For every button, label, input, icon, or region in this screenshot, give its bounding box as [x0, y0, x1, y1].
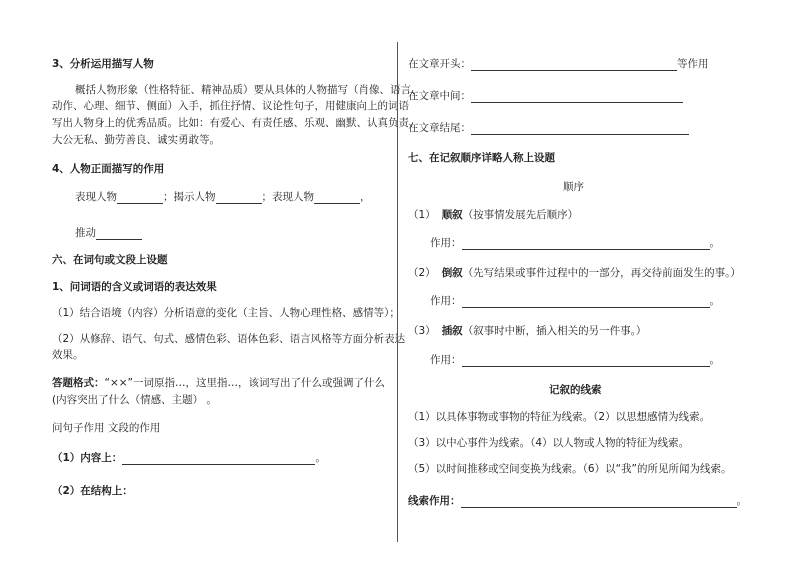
order-item-2-use-label: 作用： — [430, 295, 462, 307]
order-item-2-name: 倒叙 — [441, 267, 463, 279]
blank-middle[interactable] — [471, 91, 683, 103]
column-divider — [397, 42, 398, 542]
order-item-1-period: 。 — [709, 237, 720, 249]
order-item-3-name: 插叙 — [441, 325, 463, 337]
role-opening-end: 等作用 — [677, 58, 709, 70]
blank-3[interactable] — [314, 192, 360, 204]
order-item-1-use — [430, 236, 720, 250]
answer-format-line1 — [52, 376, 385, 390]
section-4-label-1: 表现人物 — [75, 191, 117, 203]
section-7-title: 七、在记叙顺序详略人称上设题 — [408, 152, 555, 164]
order-item-1 — [408, 208, 578, 222]
question-1-label: （1）内容上： — [52, 452, 123, 464]
section-3-paragraph-line1: 概括人物形象（性格特征、精神品质）要从具体的人物描写（肖像、语言、 — [75, 84, 422, 96]
section-4-label-4: ， — [360, 191, 371, 203]
section-6-sub1: 1、问词语的含义或词语的表达效果 — [52, 281, 217, 293]
section-3-title: 3、分析运用描写人物 — [52, 58, 154, 70]
blank-order-3[interactable] — [462, 355, 710, 367]
role-ending — [408, 121, 689, 135]
question-1-end: 。 — [315, 452, 326, 464]
section-4-title: 4、人物正面描写的作用 — [52, 163, 165, 175]
section-6-title: 六、在词句或文段上设题 — [52, 254, 168, 266]
order-item-3-period: 。 — [709, 354, 720, 366]
order-item-1-num: （1） — [408, 209, 436, 221]
blank-clue[interactable] — [461, 496, 737, 508]
role-opening-label: 在文章开头： — [408, 58, 471, 70]
order-item-3-use — [430, 353, 720, 367]
question-1 — [52, 451, 326, 465]
order-heading: 顺序 — [563, 181, 584, 193]
blank-ending[interactable] — [471, 123, 689, 135]
answer-format-line2: (内容突出了什么（情感、主题） 。 — [52, 394, 217, 406]
clue-line-1: （1）以具体事物或事物的特征为线索。（2）以思想感情为线索。 — [408, 411, 711, 423]
order-item-3 — [408, 324, 646, 338]
order-item-1-name: 顺叙 — [441, 209, 463, 221]
clue-use — [408, 494, 747, 508]
role-ending-label: 在文章结尾： — [408, 122, 471, 134]
section-4-label-2: ；揭示人物 — [163, 191, 216, 203]
order-item-2-period: 。 — [709, 295, 720, 307]
section-3-paragraph-line4: 大公无私、勤劳善良、诚实勇敢等。 — [52, 134, 220, 146]
order-item-3-num: （3） — [408, 325, 436, 337]
section-4-fill-line2 — [75, 226, 142, 240]
blank-2[interactable] — [216, 192, 262, 204]
section-3-paragraph-line2: 动作、心理、细节、侧面）入手，抓住抒情、议论性句子，用健康向上的词语 — [52, 100, 409, 112]
clue-heading: 记叙的线索 — [549, 384, 602, 396]
clue-use-period: 。 — [736, 495, 747, 507]
blank-4[interactable] — [96, 228, 142, 240]
role-middle-label: 在文章中间： — [408, 90, 471, 102]
section-6-item2-line2: 效果。 — [52, 349, 84, 361]
blank-order-2[interactable] — [462, 296, 710, 308]
blank-1[interactable] — [117, 192, 163, 204]
section-4-label-5: 推动 — [75, 227, 96, 239]
role-opening — [408, 57, 709, 71]
order-item-2-use — [430, 294, 720, 308]
order-item-3-desc: （叙事时中断，插入相关的另一件事。） — [462, 325, 647, 337]
ask-sentence-function: 问句子作用 文段的作用 — [52, 422, 161, 434]
order-item-2-num: （2） — [408, 267, 436, 279]
section-4-fill-line1 — [75, 190, 371, 204]
clue-line-3: （5）以时间推移或空间变换为线索。（6）以“我”的所见所闻为线索。 — [408, 463, 732, 475]
clue-line-2: （3）以中心事件为线索。（4）以人物或人物的特征为线索。 — [408, 437, 690, 449]
role-middle — [408, 89, 683, 103]
section-3-paragraph-line3: 写出人物身上的优秀品质。比如：有爱心、有责任感、乐观、幽默、认真负责、 — [52, 117, 420, 129]
section-4-label-3: ；表现人物 — [261, 191, 314, 203]
clue-use-label: 线索作用： — [408, 495, 461, 507]
order-item-2-desc: （先写结果或事件过程中的一部分，再交待前面发生的事。） — [462, 267, 741, 279]
answer-format-label: 答题格式： — [52, 377, 105, 389]
blank-opening[interactable] — [471, 59, 677, 71]
question-2: （2）在结构上： — [52, 485, 133, 497]
answer-blank-content[interactable] — [122, 453, 315, 465]
answer-format-text: “××”一词原指…，这里指…，该词写出了什么或强调了什么 — [104, 377, 385, 389]
section-6-item1: （1）结合语境（内容）分析语意的变化（主旨、人物心理性格、感情等）； — [52, 307, 400, 319]
blank-order-1[interactable] — [462, 238, 710, 250]
order-item-1-desc: （按事情发展先后顺序） — [462, 209, 579, 221]
order-item-1-use-label: 作用： — [430, 237, 462, 249]
order-item-3-use-label: 作用： — [430, 354, 462, 366]
section-6-item2-line1: （2）从修辞、语气、句式、感情色彩、语体色彩、语言风格等方面分析表达 — [52, 333, 406, 345]
order-item-2 — [408, 266, 741, 280]
